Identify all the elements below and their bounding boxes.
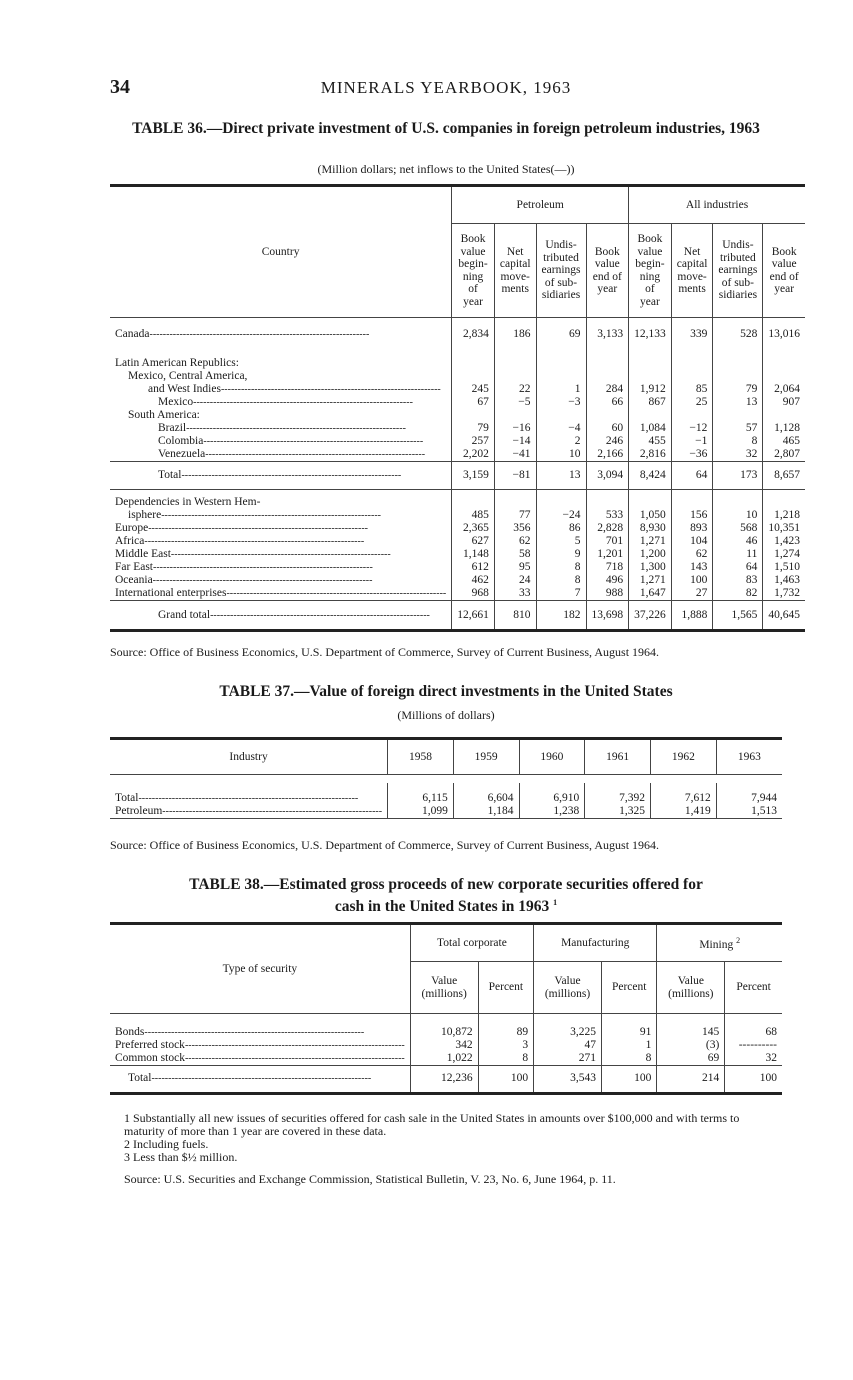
cell-value: 1,271 [629,574,672,587]
cell-value: 100 [601,1065,656,1093]
cell-value: 257 [452,435,495,448]
cell-value: −3 [536,396,586,409]
table-row [110,805,782,819]
cell-value [494,489,536,509]
cell-value: 22 [494,383,536,396]
cell-value [536,370,586,383]
table-row [110,396,805,409]
cell-value: 8,930 [629,522,672,535]
table36-source: Source: Office of Business Economics, U.S. Department of Commerce, Survey of Current Business, August 1964. [110,645,660,659]
table-row [110,783,782,805]
cell-value [629,409,672,422]
table37-source: Source: Office of Business Economics, U.S. Department of Commerce, Survey of Current Business, August 1964. [110,838,660,852]
cell-value: 83 [713,574,763,587]
cell-value: 3,543 [534,1065,602,1093]
sub-header: Percent [725,962,782,1014]
cell-value: 8 [536,574,586,587]
cell-value: 6,910 [519,783,585,805]
cell-value: 27 [671,587,713,601]
cell-value: 1,128 [763,422,805,435]
cell-value: 2,166 [586,448,629,462]
cell-value: 1,423 [763,535,805,548]
cell-value [586,352,629,370]
cell-value: 3,159 [452,461,495,489]
cell-value: 7,944 [716,783,782,805]
sub-header: Value (millions) [410,962,478,1014]
row-label: Dependencies in Western Hem- [115,496,261,508]
table-row [110,587,805,601]
col-header: Undis- tributed earnings of sub- sidiaries [713,224,763,318]
cell-value [713,489,763,509]
cell-value: 69 [536,318,586,352]
table-row [110,409,805,422]
cell-value: 568 [713,522,763,535]
cell-value: 1,274 [763,548,805,561]
table-row [110,352,805,370]
cell-value: 40,645 [763,601,805,631]
manufacturing-header: Manufacturing [534,924,657,962]
cell-value [536,352,586,370]
table-row [110,1039,782,1052]
cell-value: 1,565 [713,601,763,631]
row-label: Far East ----- [110,561,452,574]
cell-value: 10 [713,509,763,522]
cell-value: 12,236 [410,1065,478,1093]
cell-value: 867 [629,396,672,409]
cell-value: 1,513 [716,805,782,819]
cell-value: 104 [671,535,713,548]
year-header: 1962 [651,739,717,775]
cell-value [452,409,495,422]
table-row [110,1052,782,1066]
cell-value [713,370,763,383]
footnote-1: 1 Substantially all new issues of securities offered for cash sale in the United States in amounts over $100,000 and with terms to maturity of more than 1 year are covered in these data. [124,1111,740,1138]
cell-value: 271 [534,1052,602,1066]
row-label: Mexico ----- [110,396,452,409]
cell-value: 62 [671,548,713,561]
row-label: International enterprises ----- [110,587,452,601]
cell-value: 496 [586,574,629,587]
table-row [110,601,805,631]
cell-value: 1,201 [586,548,629,561]
table38-footnotes [110,1112,782,1164]
year-header: 1963 [716,739,782,775]
cell-value [494,352,536,370]
cell-value: 91 [601,1026,656,1039]
cell-value: 85 [671,383,713,396]
cell-value: 1,099 [388,805,454,819]
row-label: Total ----- [110,783,388,805]
running-title: MINERALS YEARBOOK, 1963 [320,78,572,97]
row-label: Venezuela ----- [110,448,452,462]
type-header: Type of security [110,924,410,1014]
cell-value: 1 [601,1039,656,1052]
footnote-ref: 1 [553,898,558,907]
cell-value: −16 [494,422,536,435]
cell-value: 79 [713,383,763,396]
cell-value: 893 [671,522,713,535]
cell-value: 8 [601,1052,656,1066]
cell-value: 1,271 [629,535,672,548]
cell-value [713,352,763,370]
cell-value [671,489,713,509]
cell-value: 145 [657,1026,725,1039]
cell-value: 57 [713,422,763,435]
row-label: Africa ----- [110,535,452,548]
cell-value: 356 [494,522,536,535]
cell-value: 339 [671,318,713,352]
cell-value: 6,115 [388,783,454,805]
cell-value: 8 [713,435,763,448]
row-label: Brazil ----- [110,422,452,435]
cell-value: 7,392 [585,783,651,805]
year-header: 1961 [585,739,651,775]
cell-value [586,489,629,509]
cell-value [629,352,672,370]
table38-source: Source: U.S. Securities and Exchange Commission, Statistical Bulletin, V. 23, No. 6, June 1964, p. 11. [124,1172,616,1186]
cell-value: −12 [671,422,713,435]
mining-header: Mining $^2$ [657,924,782,962]
cell-value: ---------- [725,1039,782,1052]
petroleum-group-header: Petroleum [452,186,629,224]
page-number: 34 [110,76,130,98]
cell-value: 1,888 [671,601,713,631]
row-label: Grand total ----- [110,601,452,631]
cell-value [586,409,629,422]
cell-value: 1,647 [629,587,672,601]
cell-value: 13 [536,461,586,489]
sub-header: Percent [601,962,656,1014]
cell-value [452,352,495,370]
cell-value: 9 [536,548,586,561]
cell-value: 77 [494,509,536,522]
cell-value: 79 [452,422,495,435]
cell-value: 69 [657,1052,725,1066]
cell-value [671,370,713,383]
cell-value: 1 [536,383,586,396]
year-header: 1958 [388,739,454,775]
cell-value: 82 [713,587,763,601]
cell-value [671,409,713,422]
cell-value: 47 [534,1039,602,1052]
year-header: 1960 [519,739,585,775]
cell-value: 37,226 [629,601,672,631]
cell-value: −41 [494,448,536,462]
cell-value: 1,732 [763,587,805,601]
cell-value: 907 [763,396,805,409]
cell-value: 143 [671,561,713,574]
cell-value: 1,912 [629,383,672,396]
row-label: Total ----- [110,1065,410,1093]
cell-value: 24 [494,574,536,587]
cell-value: 1,463 [763,574,805,587]
cell-value: 64 [713,561,763,574]
cell-value: 701 [586,535,629,548]
cell-value: 2 [536,435,586,448]
spacer-row [110,1014,782,1026]
table-row [110,561,805,574]
table36-title: TABLE 36.—Direct private investment of U.S. companies in foreign petroleum industries, 1963 [132,120,760,137]
cell-value: 5 [536,535,586,548]
cell-value: −5 [494,396,536,409]
cell-value: 10,872 [410,1026,478,1039]
cell-value: 1,419 [651,805,717,819]
total-corporate-header: Total corporate [410,924,533,962]
cell-value [452,489,495,509]
table37-subtitle: (Millions of dollars) [397,708,495,722]
table-row [110,509,805,522]
row-label: Europe ----- [110,522,452,535]
cell-value: 173 [713,461,763,489]
cell-value [536,409,586,422]
table-row [110,1065,782,1093]
cell-value: 3,133 [586,318,629,352]
industry-header: Industry [110,739,388,775]
cell-value: 528 [713,318,763,352]
row-label: and West Indies ----- [110,383,452,396]
cell-value: 1,200 [629,548,672,561]
col-header: Net capital move- ments [671,224,713,318]
cell-value: 7 [536,587,586,601]
cell-value: −81 [494,461,536,489]
cell-value: 2,365 [452,522,495,535]
row-label: isphere ----- [110,509,452,522]
table37-title: TABLE 37.—Value of foreign direct investments in the United States [219,683,673,700]
cell-value: 1,238 [519,805,585,819]
cell-value: 718 [586,561,629,574]
cell-value: 13 [713,396,763,409]
cell-value: 68 [725,1026,782,1039]
cell-value: −1 [671,435,713,448]
cell-value: 627 [452,535,495,548]
col-header: Net capital move- ments [494,224,536,318]
cell-value: 86 [536,522,586,535]
cell-value: 2,816 [629,448,672,462]
table-row [110,1026,782,1039]
cell-value: 284 [586,383,629,396]
cell-value: 246 [586,435,629,448]
cell-value: 13,698 [586,601,629,631]
cell-value: 32 [713,448,763,462]
cell-value: 156 [671,509,713,522]
cell-value: 1,050 [629,509,672,522]
row-label: Latin American Republics: [115,356,239,369]
col-header: Book value end of year [763,224,805,318]
cell-value: 10,351 [763,522,805,535]
sub-header: Percent [478,962,533,1014]
country-header: Country [110,186,452,318]
cell-value: 8 [478,1052,533,1066]
cell-value: 11 [713,548,763,561]
table38-title [110,876,782,916]
page-header [110,76,782,100]
cell-value: 33 [494,587,536,601]
cell-value: 1,084 [629,422,672,435]
cell-value: 89 [478,1026,533,1039]
table37 [110,737,782,819]
cell-value: 2,828 [586,522,629,535]
sub-header: Value (millions) [657,962,725,1014]
cell-value: 3,225 [534,1026,602,1039]
row-label: Middle East ----- [110,548,452,561]
cell-value: 10 [536,448,586,462]
cell-value: 62 [494,535,536,548]
row-label: Canada ----- [110,318,452,352]
cell-value [763,489,805,509]
cell-value [713,409,763,422]
cell-value: 66 [586,396,629,409]
cell-value [629,489,672,509]
cell-value: 58 [494,548,536,561]
table36 [110,184,805,632]
col-header: Book value begin- ning of year [452,224,495,318]
cell-value: 1,510 [763,561,805,574]
row-label: Total ----- [110,461,452,489]
cell-value: −4 [536,422,586,435]
row-label: Common stock ----- [110,1052,410,1066]
cell-value [763,409,805,422]
table-row [110,422,805,435]
table-row [110,318,805,352]
row-label: Oceania ----- [110,574,452,587]
cell-value: 12,661 [452,601,495,631]
cell-value: 342 [410,1039,478,1052]
cell-value: 46 [713,535,763,548]
cell-value: 13,016 [763,318,805,352]
cell-value [763,370,805,383]
cell-value: 8,657 [763,461,805,489]
table-row [110,548,805,561]
cell-value: 245 [452,383,495,396]
cell-value: 100 [671,574,713,587]
cell-value: −36 [671,448,713,462]
cell-value: −24 [536,509,586,522]
table36-subtitle: (Million dollars; net inflows to the United States(—)) [317,162,575,176]
cell-value: 25 [671,396,713,409]
table38 [110,922,782,1095]
col-header: Book value end of year [586,224,629,318]
table38-title-line1: TABLE 38.—Estimated gross proceeds of new corporate securities offered for [189,876,703,893]
cell-value: 1,184 [453,805,519,819]
cell-value: 100 [478,1065,533,1093]
cell-value [763,352,805,370]
cell-value: 186 [494,318,536,352]
cell-value: 2,064 [763,383,805,396]
cell-value: 810 [494,601,536,631]
row-label: South America: [128,408,200,421]
cell-value: 1,325 [585,805,651,819]
cell-value: 533 [586,509,629,522]
cell-value: 2,202 [452,448,495,462]
cell-value: 612 [452,561,495,574]
col-header: Book value begin- ning of year [629,224,672,318]
cell-value: 7,612 [651,783,717,805]
cell-value: 95 [494,561,536,574]
cell-value: 64 [671,461,713,489]
cell-value [494,370,536,383]
cell-value: 2,807 [763,448,805,462]
table-row [110,574,805,587]
cell-value: 12,133 [629,318,672,352]
table-row [110,435,805,448]
cell-value: 988 [586,587,629,601]
cell-value [494,409,536,422]
col-header: Undis- tributed earnings of sub- sidiaries [536,224,586,318]
row-label: Bonds ----- [110,1026,410,1039]
cell-value [536,489,586,509]
table-row [110,448,805,462]
cell-value: 6,604 [453,783,519,805]
cell-value: 1,148 [452,548,495,561]
cell-value: (3) [657,1039,725,1052]
all-industries-group-header: All industries [629,186,805,224]
table38-title-line2: cash in the United States in 1963 [334,898,550,916]
spacer-row [110,775,782,783]
table-row [110,535,805,548]
cell-value: 1,300 [629,561,672,574]
cell-value: 60 [586,422,629,435]
row-label: Preferred stock ----- [110,1039,410,1052]
table-row [110,489,805,509]
cell-value [586,370,629,383]
cell-value: 2,834 [452,318,495,352]
footnote-3: 3 Less than $½ million. [124,1150,238,1164]
row-label: Petroleum ----- [110,805,388,819]
cell-value: −14 [494,435,536,448]
cell-value: 8 [536,561,586,574]
cell-value: 462 [452,574,495,587]
row-label: Colombia ----- [110,435,452,448]
cell-value [452,370,495,383]
cell-value: 32 [725,1052,782,1066]
cell-value: 8,424 [629,461,672,489]
cell-value: 455 [629,435,672,448]
cell-value: 214 [657,1065,725,1093]
cell-value: 485 [452,509,495,522]
cell-value: 3 [478,1039,533,1052]
cell-value: 182 [536,601,586,631]
row-label: Mexico, Central America, [128,369,248,382]
table-row [110,522,805,535]
cell-value [629,370,672,383]
cell-value [671,352,713,370]
year-header: 1959 [453,739,519,775]
sub-header: Value (millions) [534,962,602,1014]
cell-value: 3,094 [586,461,629,489]
cell-value: 968 [452,587,495,601]
cell-value: 1,218 [763,509,805,522]
cell-value: 465 [763,435,805,448]
table-row [110,461,805,489]
cell-value: 1,022 [410,1052,478,1066]
table-row [110,370,805,383]
table-row [110,383,805,396]
footnote-2: 2 Including fuels. [124,1137,209,1151]
cell-value: 67 [452,396,495,409]
cell-value: 100 [725,1065,782,1093]
